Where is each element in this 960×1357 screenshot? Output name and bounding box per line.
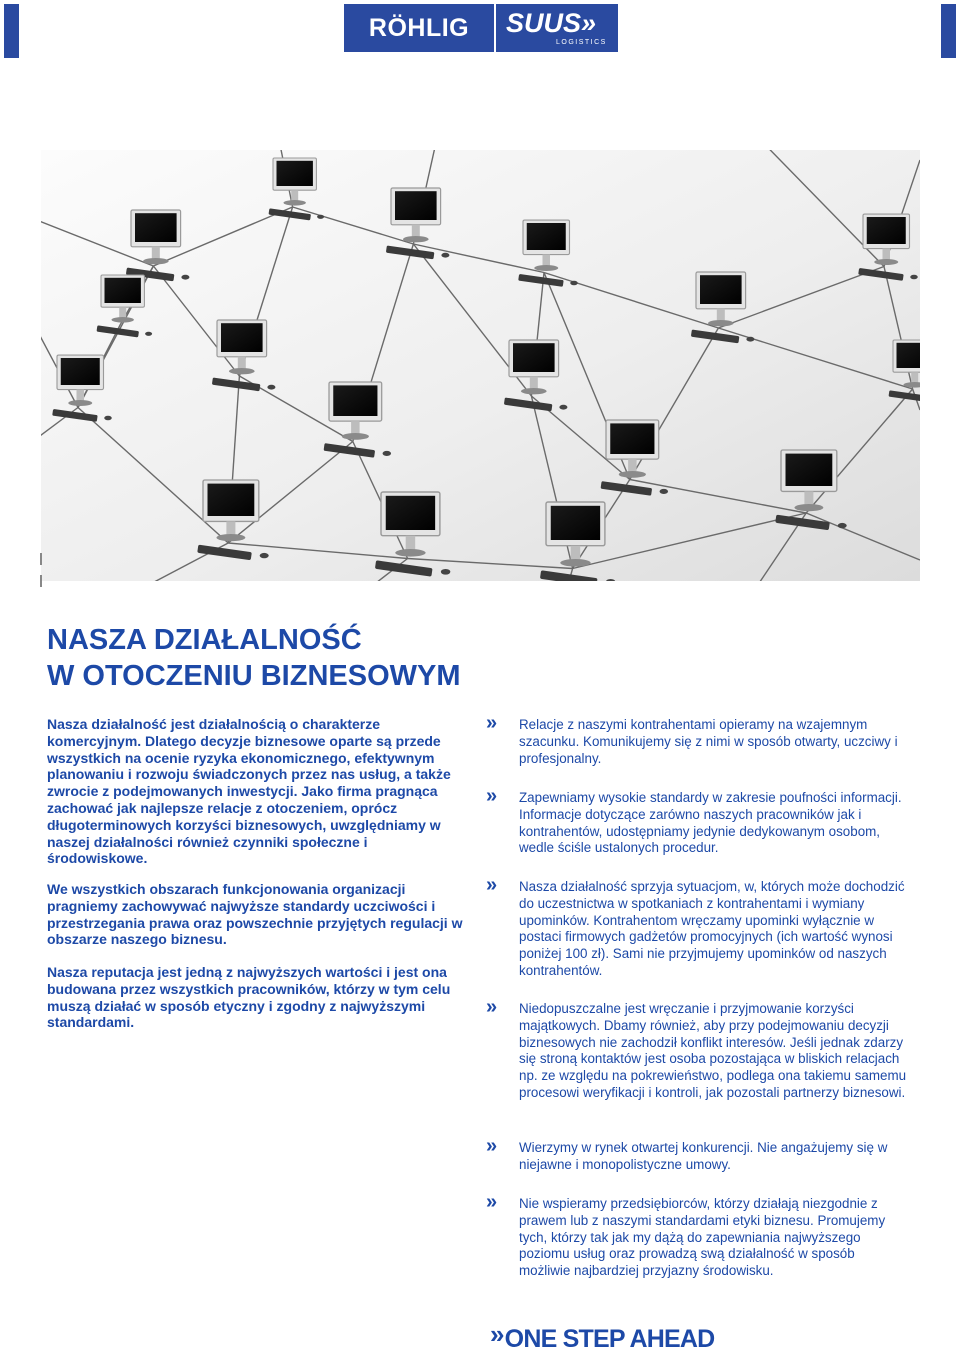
networked-computers-photo [41, 150, 920, 581]
page-title [47, 622, 647, 694]
logo-suus-text: SUUS [506, 8, 582, 38]
bullet-chevron-icon: » [486, 874, 498, 896]
intro-paragraph: Nasza reputacja jest jedną z najwyższych wartości i jest ona budowana przez wszystkich pracowników, którzy w tym celu muszą działać w sposób etyczny i zgodny z najwyższymi standardami. [47, 964, 451, 1031]
bullet-text: Wierzymy w rynek otwartej konkurencji. Nie angażujemy się w niejawne i monopolistyczne umowy. [519, 1140, 888, 1172]
title-line-1: NASZA DZIAŁALNOŚĆ [47, 624, 362, 656]
logo-suus [496, 4, 618, 52]
logo-rohlig: RÖHLIG [344, 4, 496, 52]
crop-mark [40, 553, 42, 565]
slogan-text: ONE STEP AHEAD [504, 1325, 715, 1353]
bullet-text: Nasza działalność sprzyja sytuacjom, w, których może dochodzić do uczestnictwa w spotkaniach z kontrahentami i wymiany upominków. Kontrahentom wręczamy upominki wyłącznie w postaci firmowych gadżetów promocyjnych (ich wartość wynosi poniżej 100 zł). Sami nie przyjmujemy upominków od naszych kontrahentów. [519, 879, 905, 978]
logo-suus-mark: » [581, 8, 597, 38]
corner-bar-right [941, 4, 956, 58]
bullet-chevron-icon: » [486, 712, 498, 734]
intro-paragraph: We wszystkich obszarach funkcjonowania organizacji pragniemy zachowywać najwyższe standardy uczciwości i przestrzegania prawa oraz powszechnie przyjętych regulacji w obszarze naszego biznesu. [47, 881, 463, 948]
title-line-2: W OTOCZENIU BIZNESOWYM [47, 660, 461, 692]
logo-suus-name [506, 8, 596, 39]
bullet-chevron-icon: » [486, 1191, 498, 1213]
bullet-text: Niedopuszczalne jest wręczanie i przyjmowanie korzyści majątkowych. Dbamy również, aby przy podejmowaniu decyzji biznesowych nie zachodził konflikt interesów. Jeśli jednak zdarzy się stroną kontaktów jest osoba pozostająca w bliskich relacjach np. ze względu na pokrewieństwo, podlega ona takiemu samemu procesowi weryfikacji i kontroli, jak pozostali partnerzy biznesowi. [519, 1001, 907, 1100]
slogan-chevron-icon: » [490, 1319, 504, 1349]
company-logo [344, 4, 618, 52]
corner-bar-left [4, 4, 19, 58]
bullet-chevron-icon: » [486, 785, 498, 807]
bullet-text: Zapewniamy wysokie standardy w zakresie poufności informacji. Informacje dotyczące zarówno naszych pracowników jak i kontrahentów, udostępniamy jedynie dedykowanym osobom, wedle ściśle ustalonych procedur. [519, 790, 902, 856]
crop-mark [40, 575, 42, 587]
logo-suus-subtitle: LOGISTICS [556, 39, 607, 46]
bullet-text: Nie wspieramy przedsiębiorców, którzy działają niezgodnie z prawem lub z naszymi standardami etyki biznesu. Promujemy tych, którzy tak jak my dążą do zapewniania najwyższego poziomu usług oraz prowadzą swą działalność w sposób możliwie najbardziej przyjazny środowisku. [519, 1196, 886, 1279]
bullet-chevron-icon: » [486, 1135, 498, 1157]
slogan [490, 1316, 714, 1357]
intro-paragraph: Nasza działalność jest działalnością o charakterze komercyjnym. Dlatego decyzje biznesowe oparte są przede wszystkich na ocenie ryzyka ekonomicznego, efektywnym planowaniu i rozwoju świadczonych przez nas usług, a także zwrocie z podejmowanych inwestycji. Jako firma pragnąca zachować jak najlepsze relacje z otoczeniem, oprócz długoterminowych korzyści biznesowych, uwzględniamy w naszej działalności również czynniki społeczne i środowiskowe. [47, 716, 451, 867]
bullet-text: Relacje z naszymi kontrahentami opieramy na wzajemnym szacunku. Komunikujemy się z nimi w sposób otwarty, uczciwy i profesjonalny. [519, 717, 898, 766]
bullet-chevron-icon: » [486, 996, 498, 1018]
